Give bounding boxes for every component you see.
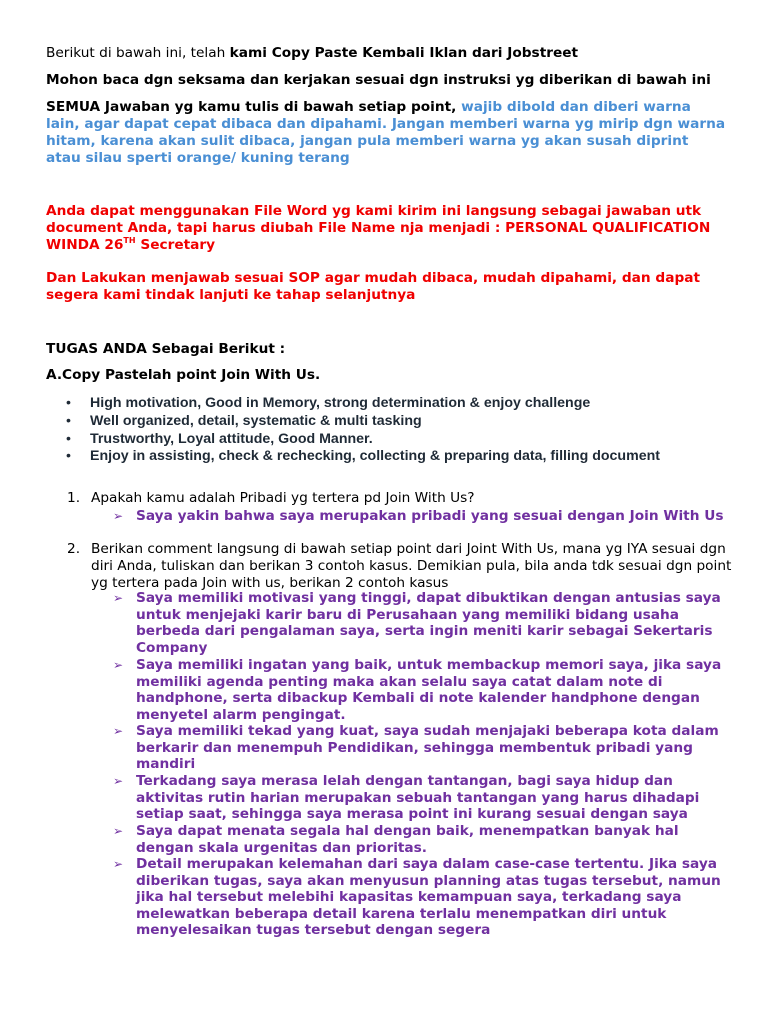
arrow-bullet-icon: ➢ — [113, 774, 124, 788]
answer-item — [113, 590, 733, 656]
question-2 — [67, 541, 737, 592]
list-item-text: High motivation, Good in Memory, strong determination & enjoy challenge — [90, 395, 591, 411]
list-item — [46, 413, 736, 431]
intro-line-2: Mohon baca dgn seksama dan kerjakan sesuai dgn instruksi yg diberikan di bawah ini — [46, 72, 711, 88]
bullet-icon: • — [66, 430, 71, 447]
answer-text: Saya memiliki tekad yang kuat, saya sudah menjajaki beberapa kota dalam berkarir dan menempuh Pendidikan, sehingga membentuk pribadi yang mandiri — [136, 723, 719, 773]
tasks-heading: TUGAS ANDA Sebagai Berikut : — [46, 341, 286, 357]
answer-item — [113, 508, 733, 525]
question-number: 2. — [67, 541, 81, 557]
red-note-1-end: Secretary — [135, 237, 216, 253]
arrow-bullet-icon: ➢ — [113, 724, 124, 738]
section-a-heading: A.Copy Pastelah point Join With Us. — [46, 367, 321, 383]
list-item — [46, 448, 736, 466]
list-item-text: Well organized, detail, systematic & multi tasking — [90, 412, 422, 429]
question-1 — [67, 490, 737, 507]
list-item-text: Trustworthy, Loyal attitude, Good Manner. — [90, 430, 373, 447]
answer-item — [113, 723, 733, 773]
intro-line-3-blue: wajib dibold dan diberi warna lain, agar dapat cepat dibaca dan dipahami. Jangan memberi warna yg mirip dgn warna hitam, karena akan sulit dibaca, jangan pula memberi warna yg akan susah diprint atau silau sperti orange/ kuning terang — [46, 99, 726, 166]
intro-line-1-plain: Berikut di bawah ini, telah — [46, 45, 230, 61]
answer-item — [113, 856, 733, 939]
red-note-1-sup: TH — [123, 236, 136, 245]
question-text: Apakah kamu adalah Pribadi yg tertera pd Join With Us? — [91, 490, 475, 506]
answer-text: Terkadang saya merasa lelah dengan tantangan, bagi saya hidup dan aktivitas rutin harian merupakan sebuah tantangan yang harus dihadapi setiap saat, sehingga saya merasa point ini kurang sesuai dengan saya — [136, 773, 700, 823]
answer-item — [113, 657, 733, 723]
list-item — [46, 431, 736, 449]
list-item — [46, 395, 736, 413]
red-note-1-main: Anda dapat menggunakan File Word yg kami kirim ini langsung sebagai jawaban utk document Anda, tapi harus diubah File Name nja menjadi : PERSONAL QUALIFICATION WINDA 26 — [46, 203, 711, 253]
red-note-2: Dan Lakukan menjawab sesuai SOP agar mudah dibaca, mudah dipahami, dan dapat segera kami tindak lanjuti ke tahap selanjutnya — [46, 270, 701, 303]
red-note-1 — [46, 203, 726, 254]
question-number: 1. — [67, 490, 81, 506]
answer-item — [113, 823, 733, 856]
answer-text: Saya dapat menata segala hal dengan baik, menempatkan banyak hal dengan skala urgenitas dan prioritas. — [136, 823, 679, 856]
intro-line-1 — [46, 45, 726, 62]
arrow-bullet-icon: ➢ — [113, 857, 124, 871]
arrow-bullet-icon: ➢ — [113, 591, 124, 605]
answer-text: Detail merupakan kelemahan dari saya dalam case-case tertentu. Jika saya diberikan tugas, saya akan menyusun planning atas tugas tersebut, namun jika hal tersebut melebihi kapasitas kemampuan saya, terkadang saya melewatkan beberapa detail karena terlalu menempatkan diri untuk menyelesaikan tugas tersebut dengan segera — [136, 856, 721, 939]
arrow-bullet-icon: ➢ — [113, 824, 124, 838]
bullet-icon: • — [66, 448, 71, 465]
answer-text: Saya yakin bahwa saya merupakan pribadi yang sesuai dengan Join With Us — [136, 508, 724, 524]
answer-text: Saya memiliki motivasi yang tinggi, dapat dibuktikan dengan antusias saya untuk menjejaki karir baru di Perusahaan yang memiliki bidang usaha berbeda dari pengalaman saya, serta ingin meniti karir sebagai Sekertaris Company — [136, 590, 721, 656]
intro-line-3 — [46, 99, 726, 167]
intro-line-1-bold: kami Copy Paste Kembali Iklan dari Jobstreet — [229, 45, 579, 61]
arrow-bullet-icon: ➢ — [113, 509, 124, 523]
bullet-icon: • — [66, 395, 71, 411]
list-item-text: Enjoy in assisting, check & rechecking, collecting & preparing data, filling document — [90, 448, 660, 465]
bullet-icon: • — [66, 412, 71, 429]
join-with-us-list — [46, 395, 736, 466]
question-text: Berikan comment langsung di bawah setiap point dari Joint With Us, mana yg IYA sesuai dgn diri Anda, tuliskan dan berikan 3 contoh kasus. Demikian pula, bila anda tdk sesuai dgn point yg tertera pada Join with us, berikan 2 contoh kasus — [91, 541, 732, 591]
intro-line-3-bold: SEMUA Jawaban yg kamu tulis di bawah setiap point, — [46, 99, 462, 115]
answer-text: Saya memiliki ingatan yang baik, untuk membackup memori saya, jika saya memiliki agenda penting maka akan selalu saya catat dalam note di handphone, serta dibackup Kembali di note kalender handphone dengan menyetel alarm pengingat. — [136, 657, 722, 723]
answer-item — [113, 773, 733, 823]
arrow-bullet-icon: ➢ — [113, 658, 124, 672]
